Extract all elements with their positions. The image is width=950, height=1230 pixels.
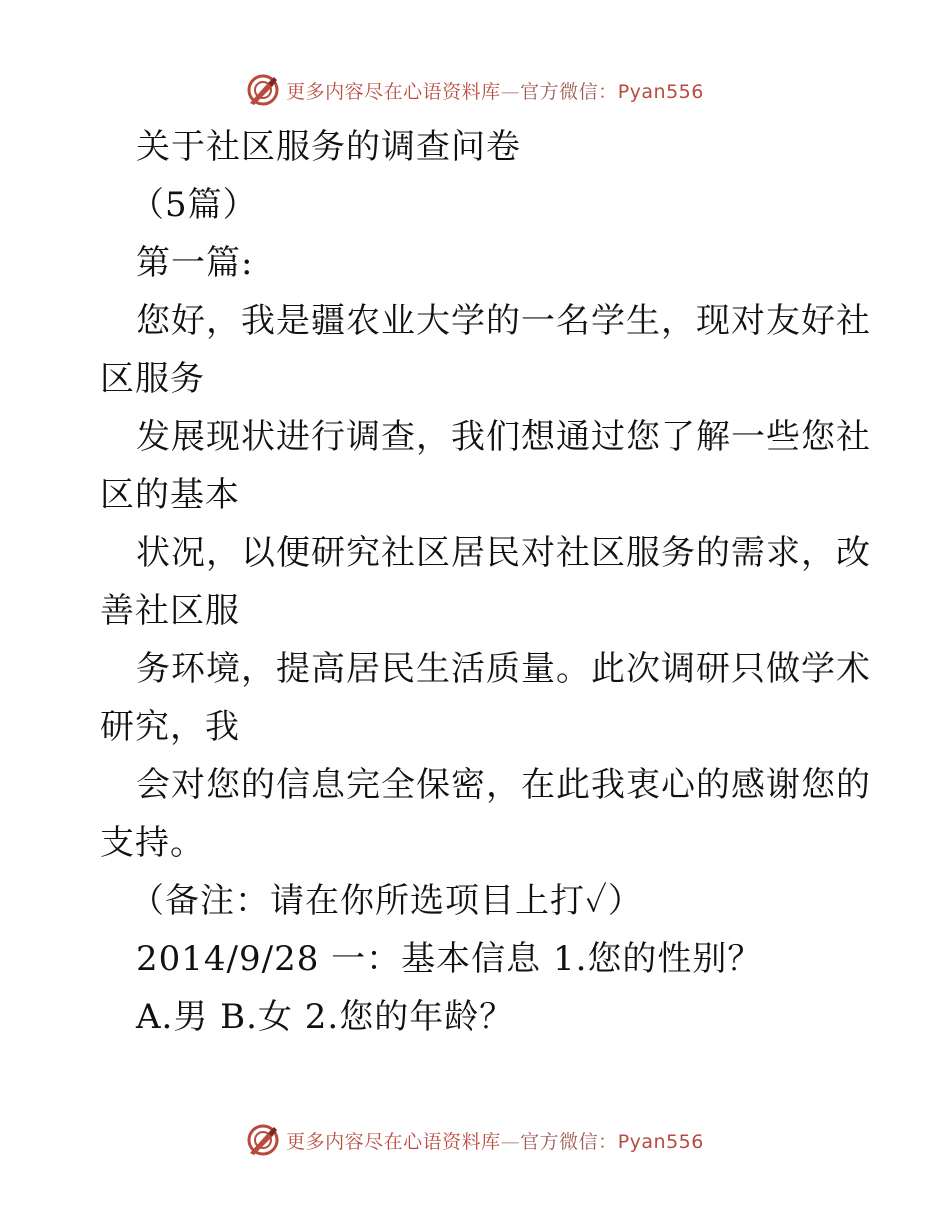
banner-brand: 更多内容尽在心语资料库 (286, 80, 501, 103)
header-banner (0, 70, 950, 110)
document-count: （5篇） (130, 185, 258, 225)
note-line: （备注：请在你所选项目上打✓） (130, 881, 643, 921)
intro-line: 状况，以便研究社区居民对社区服务的需求，改 (136, 533, 871, 573)
intro-line: 支持。 (100, 823, 205, 863)
intro-line: 务环境，提高居民生活质量。此次调研只做学术 (136, 649, 871, 689)
intro-line: 您好，我是疆农业大学的一名学生，现对友好社 (136, 301, 871, 341)
banner-brand: 更多内容尽在心语资料库 (286, 1130, 501, 1153)
intro-line: 发展现状进行调查，我们想通过您了解一些您社 (136, 417, 871, 457)
question-line: A.男 B.女 2.您的年龄？ (136, 997, 515, 1037)
banner-separator: — (500, 80, 521, 103)
intro-line: 善社区服 (100, 591, 240, 631)
footer-banner (0, 1120, 950, 1160)
pen-logo-icon (246, 73, 280, 107)
banner-text (286, 1127, 704, 1154)
pen-logo-icon (246, 1123, 280, 1157)
banner-wechat-label: 官方微信： (520, 80, 618, 103)
section-heading: 第一篇: (136, 243, 254, 283)
banner-wechat-id: Pyan556 (617, 80, 704, 103)
intro-line: 区的基本 (100, 475, 240, 515)
banner-wechat-id: Pyan556 (617, 1130, 704, 1153)
banner-text (286, 77, 704, 104)
intro-line: 会对您的信息完全保密，在此我衷心的感谢您的 (136, 765, 871, 805)
banner-wechat-label: 官方微信： (520, 1130, 618, 1153)
document-body (100, 118, 871, 1046)
document-title: 关于社区服务的调查问卷 (136, 127, 521, 167)
question-line: 2014/9/28 一：基本信息 1.您的性别？ (136, 939, 763, 979)
intro-line: 研究，我 (100, 707, 240, 747)
intro-line: 区服务 (100, 359, 205, 399)
banner-separator: — (500, 1130, 521, 1153)
